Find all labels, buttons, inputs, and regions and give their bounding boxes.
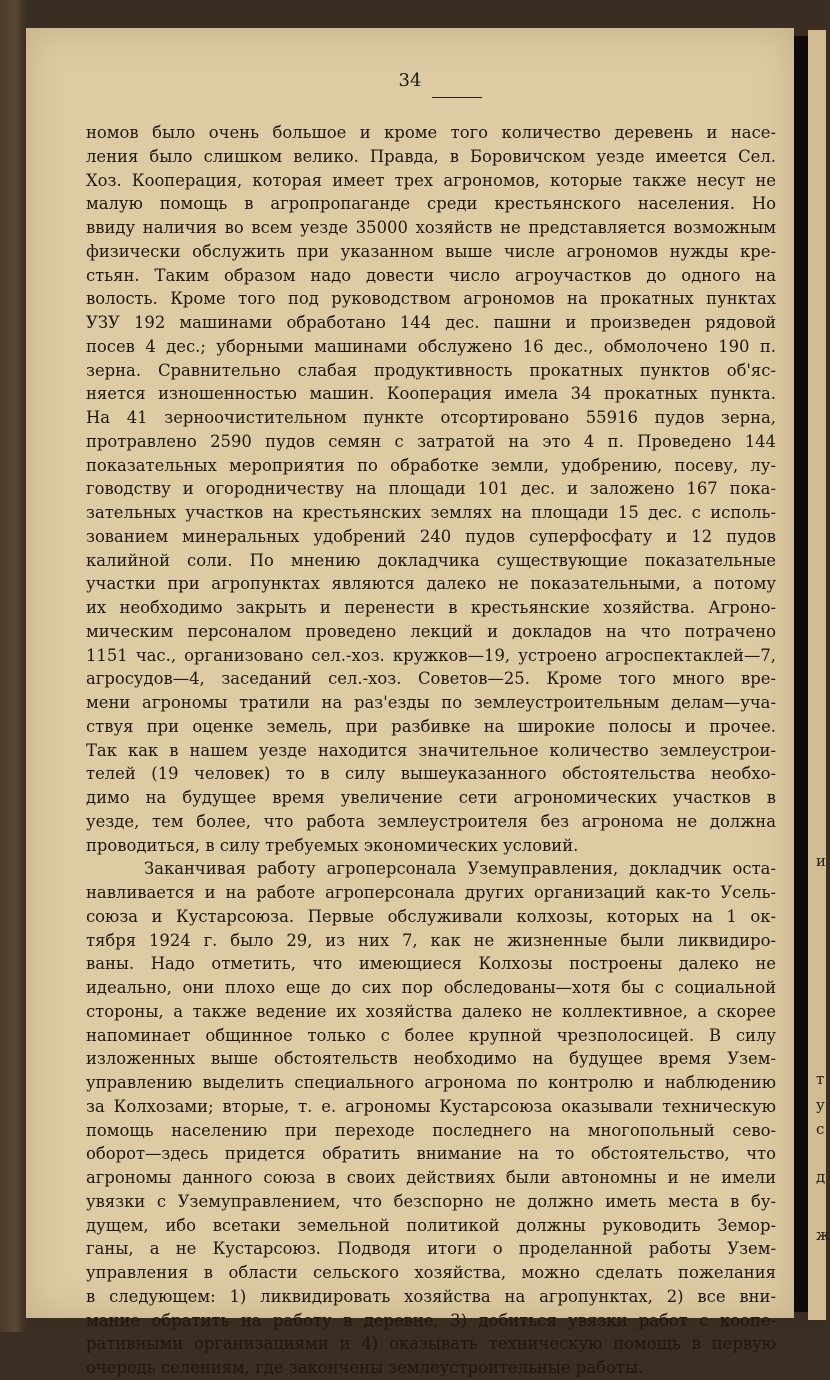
text-line: агросудов—4, заседаний сел.-хоз. Советов—25. Кроме того много вре- <box>86 669 776 689</box>
text-line: очередь селениям, где закончены землеустроительные работы. <box>86 1358 644 1377</box>
text-line: ввиду наличия во всем уезде 35000 хозяйств не представляется возможным <box>86 218 776 237</box>
text-line: ствуя при оценке земель, при разбивке на широкие полосы и прочее. <box>86 716 776 736</box>
text-line: Заканчивая работу агроперсонала Уземуправления, докладчик оста- <box>144 859 776 879</box>
text-line: няется изношенностью машин. Кооперация имела 34 прокатных пункта. <box>86 384 776 404</box>
text-line: номов было очень большое и кроме того количество деревень и насе- <box>86 123 776 142</box>
text-line: проводиться, в силу требуемых экономических условий. <box>86 835 579 855</box>
text-line: напоминает общинное только с более крупной чрезполосицей. В силу <box>86 1025 776 1045</box>
book-page <box>26 28 794 1377</box>
page-number-rule <box>432 97 482 98</box>
body-text <box>86 121 776 1380</box>
adjacent-page-letter: и <box>816 852 826 870</box>
text-line: увязки с Уземуправлением, что безспорно не должно иметь места в бу- <box>86 1191 776 1211</box>
text-line: посев 4 дес.; уборными машинами обслужено 16 дес., обмолочено 190 п. <box>86 336 776 356</box>
adjacent-page-strip <box>808 30 830 1320</box>
adjacent-page-letter: д <box>816 1168 826 1186</box>
text-line: союза и Кустарсоюза. Первые обслуживали колхозы, которых на 1 ок- <box>86 906 776 926</box>
text-line: калийной соли. По мнению докладчика существующие показательные <box>86 550 776 570</box>
text-line: стьян. Таким образом надо довести число агроучастков до одного на <box>86 265 776 285</box>
text-line: агрономы данного союза в своих действиях были автономны и не имели <box>86 1168 776 1187</box>
text-line: зованием минеральных удобрений 240 пудов суперфосфату и 12 пудов <box>86 526 776 546</box>
text-line: телей (19 человек) то в силу вышеуказанного обстоятельства необхо- <box>86 764 776 784</box>
text-line: 1151 час., организовано сел.-хоз. кружков—19, устроено агроспектаклей—7, <box>86 645 776 665</box>
text-line: ваны. Надо отметить, что имеющиеся Колхозы построены далеко не <box>86 954 776 974</box>
text-line: за Колхозами; вторые, т. е. агрономы Кустарсоюза оказывали техническую <box>86 1096 776 1116</box>
text-line: их необходимо закрыть и перенести в крестьянские хозяйства. Агроно- <box>86 598 776 617</box>
text-line: помощь населению при переходе последнего на многопольный сево- <box>86 1120 776 1140</box>
text-line: ративными организациями и 4) оказывать техническую помощь в первую <box>86 1334 776 1354</box>
text-line: оборот—здесь придется обратить внимание на то обстоятельство, что <box>86 1144 776 1164</box>
text-line: ганы, а не Кустарсоюз. Подводя итоги о проделанной работы Узем- <box>86 1239 776 1259</box>
text-line: говодству и огородничеству на площади 101 дес. и заложено 167 пока- <box>86 479 776 499</box>
adjacent-page-letter: т <box>816 1070 825 1088</box>
text-line: мическим персоналом проведено лекций и докладов на что потрачено <box>86 621 776 641</box>
text-line: ления было слишком велико. Правда, в Боровичском уезде имеется Сел. <box>86 146 776 166</box>
text-line: управления в области сельского хозяйства, можно сделать пожелания <box>86 1263 776 1282</box>
text-line: малую помощь в агропропаганде среди крестьянского населения. Но <box>86 194 776 214</box>
text-line: стороны, а также ведение их хозяйства далеко не коллективное, а скорее <box>86 1001 776 1021</box>
text-line: На 41 зерноочистительном пункте отсортировано 55916 пудов зерна, <box>86 408 776 427</box>
text-line: управлению выделить специального агронома по контролю и наблюдению <box>86 1073 776 1092</box>
text-line: УЗУ 192 машинами обработано 144 дес. пашни и произведен рядовой <box>86 313 776 332</box>
text-line: физически обслужить при указанном выше числе агрономов нужды кре- <box>86 241 776 261</box>
text-line: волость. Кроме того под руководством агрономов на прокатных пунктах <box>86 289 776 309</box>
text-line: тября 1924 г. было 29, из них 7, как не жизненные были ликвидиро- <box>86 930 776 950</box>
text-line: уезде, тем более, что работа землеустроителя без агронома не должна <box>86 811 776 831</box>
text-line: зательных участков на крестьянских землях на площади 15 дес. с исполь- <box>86 503 776 522</box>
text-line: протравлено 2590 пудов семян с затратой на это 4 п. Проведено 144 <box>86 431 776 451</box>
page-number: 34 <box>398 70 422 91</box>
text-line: дущем, ибо всетаки земельной политикой должны руководить Земор- <box>86 1215 776 1235</box>
text-line: мени агрономы тратили на раз'езды по землеустроительным делам—уча- <box>86 693 776 712</box>
binding-shadow <box>794 36 808 1312</box>
text-line: мание обратить на работу в деревне, 3) добиться увязки работ с коопе- <box>86 1310 776 1330</box>
text-line: зерна. Сравнительно слабая продуктивность прокатных пунктов об'яс- <box>86 360 776 380</box>
adjacent-page-letter: у <box>816 1096 825 1114</box>
text-line: в следующем: 1) ликвидировать хозяйства на агропунктах, 2) все вни- <box>86 1286 776 1306</box>
text-line: Так как в нашем уезде находится значительное количество землеустрои- <box>86 740 776 760</box>
text-line: идеально, они плохо еще до сих пор обследованы—хотя бы с социальной <box>86 978 776 997</box>
text-line: Хоз. Кооперация, которая имеет трех агрономов, которые также несут не <box>86 170 776 190</box>
adjacent-page-letter: ж <box>816 1226 830 1244</box>
adjacent-page-letter: с <box>816 1120 825 1138</box>
text-line: участки при агропунктах являются далеко не показательными, а потому <box>86 574 776 594</box>
text-line: изложенных выше обстоятельств необходимо на будущее время Узем- <box>86 1049 776 1069</box>
text-line: димо на будущее время увеличение сети агрономических участков в <box>86 788 776 807</box>
text-line: навливается и на работе агроперсонала других организаций как-то Усель- <box>86 883 776 902</box>
text-line: показательных мероприятия по обработке земли, удобрению, посеву, лу- <box>86 455 776 475</box>
